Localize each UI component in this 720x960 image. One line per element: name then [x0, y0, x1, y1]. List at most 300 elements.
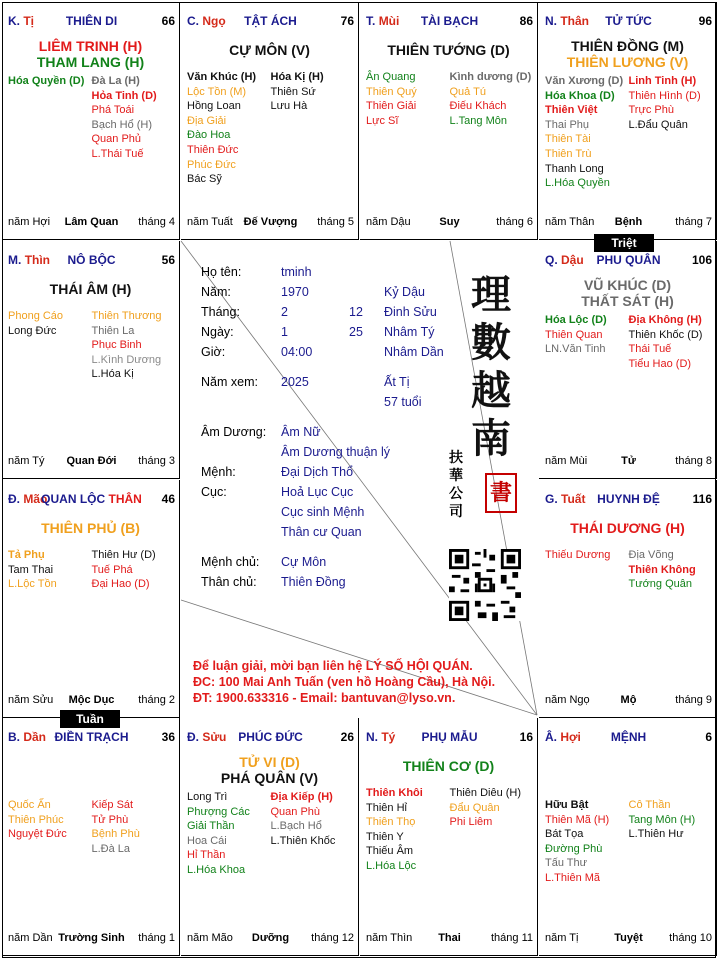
palace-chi: Mão — [23, 492, 48, 506]
palace-cell-mui[interactable] — [360, 2, 538, 240]
palace-chi: Mùi — [378, 14, 400, 28]
minor-stars — [8, 548, 175, 678]
palace-year: năm Thìn — [366, 932, 413, 944]
minor-stars — [8, 74, 175, 204]
main-stars — [181, 42, 358, 58]
qr-code — [449, 549, 521, 621]
palace-month: tháng 3 — [138, 455, 175, 467]
minor-stars-left — [8, 548, 92, 592]
palace-name-text: NÔ BỘC — [67, 253, 116, 267]
palace-age-number: 66 — [161, 14, 175, 28]
center-info-panel — [181, 241, 535, 715]
month-canchi: Đinh Sửu — [384, 305, 437, 319]
minor-star: Quả Tú — [449, 85, 486, 98]
logo-char: 南 — [471, 415, 511, 462]
main-star: THIÊN LƯƠNG (V) — [566, 54, 689, 70]
palace-name-text: TÀI BẠCH — [420, 14, 479, 28]
palace-name — [545, 14, 712, 28]
palace-can: Đ. — [187, 730, 199, 744]
main-star: PHÁ QUÂN (V) — [220, 770, 319, 786]
minor-star: Thiên Thọ — [366, 816, 416, 829]
main-star: TỬ VI (D) — [239, 754, 300, 770]
palace-name-text: PHỤ MẪU — [421, 730, 478, 744]
minor-star: Địa Kiếp (H) — [270, 791, 333, 803]
than-chu-value: Thiên Đồng — [281, 575, 346, 589]
minor-star: Đại Hao (D) — [91, 578, 150, 591]
minor-star: L.Hóa Lộc — [366, 859, 417, 872]
logo-char: 理 — [471, 271, 511, 318]
palace-name — [8, 492, 175, 506]
palace-cell-hoi[interactable] — [539, 718, 717, 956]
minor-star: Thiếu Dương — [545, 549, 611, 561]
palace-name-text: TẬT ÁCH — [244, 14, 297, 28]
minor-star: Thiên Mã (H) — [545, 813, 610, 826]
main-stars — [2, 281, 179, 297]
main-stars — [539, 38, 716, 70]
day-canchi: Nhâm Tý — [384, 325, 435, 339]
day-label: Ngày: — [201, 325, 234, 339]
menh-chu-label: Mệnh chủ: — [201, 555, 260, 569]
minor-star: Quan Phù — [270, 805, 321, 818]
year-label: Năm: — [201, 285, 231, 299]
palace-month: tháng 8 — [675, 455, 712, 467]
palace-month: tháng 6 — [496, 216, 533, 228]
palace-chi: Tị — [23, 14, 35, 28]
palace-year: năm Tị — [545, 932, 579, 944]
palace-stage: Thai — [438, 932, 461, 944]
minor-star: Thái Tuế — [628, 343, 672, 356]
main-stars — [539, 277, 716, 309]
main-star: THIÊN ĐỒNG (M) — [571, 38, 684, 54]
palace-age-number: 116 — [692, 492, 712, 506]
main-star: THIÊN CƠ (D) — [402, 758, 495, 774]
month-lunar: 2 — [281, 305, 288, 319]
minor-star: Tam Thai — [8, 563, 54, 576]
minor-stars-right — [629, 74, 713, 132]
palace-footer — [8, 216, 175, 229]
main-star: CỰ MÔN (V) — [229, 42, 310, 58]
minor-star: Cô Thần — [628, 799, 671, 811]
main-star: VŨ KHÚC (D) — [583, 277, 672, 293]
palace-stage: Dưỡng — [251, 932, 290, 944]
minor-star: Bát Tọa — [545, 828, 584, 841]
palace-name-text: ĐIỀN TRẠCH — [54, 730, 129, 744]
minor-star: Thiên Phúc — [8, 813, 64, 826]
palace-month: tháng 4 — [138, 216, 175, 228]
minor-stars-right — [629, 548, 713, 592]
palace-name — [8, 14, 175, 28]
palace-chi: Dậu — [561, 253, 584, 267]
palace-name — [366, 14, 533, 28]
palace-header — [366, 730, 533, 744]
main-stars — [181, 754, 358, 786]
palace-footer — [545, 455, 712, 468]
minor-star: LN.Văn Tinh — [545, 343, 606, 356]
palace-cell-ty2[interactable] — [360, 718, 538, 956]
year-value: 1970 — [281, 285, 309, 299]
minor-star: Đường Phù — [545, 842, 603, 855]
minor-stars-left — [187, 70, 271, 187]
minor-star: Hóa Quyền (D) — [8, 75, 85, 87]
view-year-canchi: Ất Tị — [384, 375, 410, 389]
minor-star: Long Trì — [187, 791, 228, 803]
minor-star: Hóa Lộc (D) — [545, 314, 607, 326]
am-duong-row — [201, 425, 501, 441]
palace-age-number: 6 — [705, 730, 712, 744]
minor-stars-right — [92, 309, 176, 382]
palace-cell-tuat[interactable] — [539, 480, 717, 718]
palace-can: Q. — [545, 253, 558, 267]
minor-star: Thiên Không — [628, 563, 696, 576]
palace-can: C. — [187, 14, 199, 28]
minor-star: Thiên Y — [366, 830, 404, 843]
palace-header — [545, 253, 712, 267]
minor-stars-left — [545, 74, 629, 191]
palace-month: tháng 2 — [138, 694, 175, 706]
main-star: THAM LANG (H) — [36, 54, 145, 70]
palace-can: Đ. — [8, 492, 20, 506]
minor-star: Ân Quang — [366, 71, 416, 83]
palace-cell-suu[interactable] — [181, 718, 359, 956]
minor-stars-left — [8, 798, 92, 842]
main-star: LIÊM TRINH (H) — [38, 38, 143, 54]
palace-chi: Tý — [381, 730, 396, 744]
minor-stars — [8, 309, 175, 439]
palace-header — [366, 14, 533, 28]
main-star: THÁI ÂM (H) — [49, 281, 132, 297]
palace-cell-thin[interactable] — [2, 241, 180, 479]
month-row — [201, 305, 501, 321]
minor-star: Tướng Quân — [628, 578, 692, 591]
minor-star: Nguyệt Đức — [8, 828, 67, 841]
palace-can: N. — [366, 730, 378, 744]
palace-stage: Tuyệt — [614, 932, 643, 944]
minor-star: Tả Phụ — [8, 549, 45, 561]
than-cu-row — [201, 525, 501, 541]
minor-stars-left — [545, 548, 629, 563]
minor-star: Thiên Sứ — [270, 85, 316, 98]
palace-name-text: MỆNH — [610, 730, 647, 744]
palace-header — [545, 492, 712, 506]
minor-star: L.Hóa Quyền — [545, 177, 610, 190]
palace-chi: Tuất — [561, 492, 586, 506]
logo-calligraphy — [471, 271, 521, 463]
minor-star: Hỏa Tinh (D) — [91, 89, 157, 102]
minor-star: Thiên Hỉ — [366, 801, 407, 814]
minor-stars-left — [8, 74, 92, 89]
palace-can: G. — [545, 492, 558, 506]
minor-star: Thiên Hư (D) — [91, 549, 156, 561]
hour-label: Giờ: — [201, 345, 226, 359]
hour-canchi: Nhâm Dần — [384, 345, 444, 359]
palace-header — [8, 730, 175, 744]
main-stars — [2, 38, 179, 70]
palace-cell-than[interactable] — [539, 2, 717, 240]
minor-star: Địa Võng — [628, 549, 674, 561]
main-stars — [360, 758, 537, 774]
palace-chi: Hợi — [560, 730, 581, 744]
minor-stars-left — [187, 790, 271, 878]
year-canchi: Kỷ Dậu — [384, 285, 425, 299]
palace-header — [187, 14, 354, 28]
minor-star: Phượng Các — [187, 805, 250, 818]
menh-value: Đại Dịch Thổ — [281, 465, 354, 479]
palace-chi: Sửu — [202, 730, 227, 744]
palace-name-text: PHU QUÂN — [596, 253, 661, 267]
minor-stars-right — [92, 798, 176, 856]
minor-star: L.Hóa Khoa — [187, 863, 246, 876]
palace-month: tháng 5 — [317, 216, 354, 228]
minor-star: Địa Không (H) — [628, 314, 702, 326]
palace-age-number: 76 — [340, 14, 354, 28]
palace-age-number: 26 — [340, 730, 354, 744]
palace-can: Â. — [545, 730, 557, 744]
view-year-label: Năm xem: — [201, 375, 258, 389]
minor-stars-right — [92, 548, 176, 592]
than-cu-value: Thân cư Quan — [281, 525, 362, 539]
palace-header — [8, 14, 175, 28]
minor-stars-left — [545, 798, 629, 886]
minor-stars — [8, 798, 175, 928]
palace-header — [545, 730, 712, 744]
view-year-value: 2025 — [281, 375, 309, 389]
minor-star: Địa Giải — [187, 114, 227, 127]
palace-age-number: 106 — [691, 253, 712, 267]
palace-name-text: PHÚC ĐỨC — [238, 730, 303, 744]
logo-small-char: 公 — [449, 486, 463, 502]
minor-star: Văn Xương (D) — [545, 75, 624, 87]
palace-age-number: 96 — [698, 14, 712, 28]
minor-star: Thiên Trù — [545, 147, 592, 160]
minor-star: L.Tang Môn — [449, 114, 507, 127]
palace-name — [8, 730, 175, 744]
palace-footer — [366, 932, 533, 945]
palace-year: năm Mão — [187, 932, 233, 944]
minor-star: L.Bạch Hổ — [270, 820, 322, 833]
minor-stars-left — [366, 70, 450, 128]
minor-stars-left — [545, 313, 629, 357]
cuc-label: Cục: — [201, 485, 227, 499]
palace-year: năm Dần — [8, 932, 53, 944]
minor-star: Thiên Quý — [366, 85, 417, 98]
day-solar: 25 — [349, 325, 363, 339]
minor-star: Thiên Khốc (D) — [628, 328, 703, 341]
minor-star: Đào Hoa — [187, 129, 231, 142]
menh-chu-value: Cự Môn — [281, 555, 327, 569]
minor-star: Hóa Khoa (D) — [545, 89, 615, 102]
minor-star: Bạch Hổ (H) — [91, 118, 153, 131]
palace-name — [545, 492, 712, 506]
palace-header — [187, 730, 354, 744]
minor-stars — [366, 786, 533, 916]
minor-star: Thiên Thương — [91, 310, 162, 322]
palace-year: năm Dậu — [366, 216, 411, 228]
minor-star: L.Thiên Mã — [545, 871, 601, 884]
palace-year: năm Hợi — [8, 216, 51, 228]
minor-stars — [545, 313, 712, 443]
minor-star: Thiên Tài — [545, 133, 591, 146]
minor-star: Thiên Quan — [545, 328, 603, 341]
minor-stars-right — [629, 798, 713, 842]
minor-star: Lộc Tồn (M) — [187, 85, 247, 98]
minor-star: Thiên La — [91, 324, 135, 337]
palace-name-text: HUYNH ĐỆ — [597, 492, 660, 506]
palace-footer — [187, 932, 354, 945]
palace-name — [187, 14, 354, 28]
logo-small-char: 華 — [449, 468, 463, 484]
minor-star: Linh Tinh (H) — [628, 75, 697, 87]
palace-footer — [366, 216, 533, 229]
minor-star: Phá Toái — [91, 104, 135, 117]
minor-star: Thiên Đức — [187, 143, 239, 156]
contact-line-1: Để luận giải, mời bạn liên hệ LÝ SỐ HỘI QUÁN. — [193, 659, 473, 673]
palace-cell-ngo[interactable] — [181, 2, 359, 240]
palace-month: tháng 10 — [669, 932, 712, 944]
minor-star: Quốc Ấn — [8, 799, 51, 811]
palace-year: năm Ngọ — [545, 694, 590, 706]
minor-star: L.Thái Tuế — [91, 147, 144, 160]
day-row — [201, 325, 501, 341]
palace-stage: Quan Đới — [66, 455, 117, 467]
palace-footer — [545, 694, 712, 707]
logo-char: 數 — [471, 319, 511, 366]
palace-name — [187, 730, 354, 744]
minor-stars-left — [8, 309, 92, 338]
palace-stage: Đế Vượng — [243, 216, 298, 228]
palace-year: năm Mùi — [545, 455, 588, 467]
day-lunar: 1 — [281, 325, 288, 339]
palace-age-number: 36 — [161, 730, 175, 744]
minor-stars-right — [629, 313, 713, 371]
palace-month: tháng 1 — [138, 932, 175, 944]
minor-star: Thiên Khôi — [366, 787, 423, 799]
main-star: THÁI DƯƠNG (H) — [570, 520, 685, 536]
minor-star: Đẩu Quân — [449, 801, 500, 814]
palace-chi: Dần — [23, 730, 47, 744]
palace-year: năm Tuất — [187, 216, 233, 228]
minor-stars-right — [92, 74, 176, 162]
palace-can: N. — [545, 14, 557, 28]
minor-star: Thiên Diêu (H) — [449, 787, 522, 799]
palace-year: năm Thân — [545, 216, 595, 228]
name-label: Họ tên: — [201, 265, 242, 279]
view-year-row — [201, 375, 501, 391]
name-value: tminh — [281, 265, 312, 279]
logo-small-char: 扶 — [449, 450, 463, 466]
minor-star: Thiên Việt — [545, 104, 598, 117]
minor-star: Tiểu Hao (D) — [628, 357, 692, 370]
minor-star: L.Thiên Hư — [628, 828, 684, 841]
minor-star: L.Hóa Kị — [91, 368, 134, 381]
minor-star: Thiên Hình (D) — [628, 89, 701, 102]
name-row — [201, 265, 501, 281]
palace-footer — [187, 216, 354, 229]
minor-star: Tử Phù — [91, 813, 129, 826]
palace-can: B. — [8, 730, 20, 744]
palace-name — [545, 730, 712, 744]
palace-name — [545, 253, 712, 267]
hour-row — [201, 345, 501, 361]
palace-cell-dan[interactable] — [2, 718, 180, 956]
palace-name-text: TỬ TỨC — [605, 14, 652, 28]
palace-cell-dau[interactable] — [539, 241, 717, 479]
main-stars — [360, 42, 537, 58]
palace-year: năm Sửu — [8, 694, 54, 706]
minor-stars-right — [271, 70, 355, 114]
minor-star: Hóa Kị (H) — [270, 71, 324, 83]
palace-can: K. — [8, 14, 20, 28]
minor-stars-right — [450, 70, 534, 128]
palace-chi: Thân — [560, 14, 590, 28]
palace-cell-ty[interactable] — [2, 2, 180, 240]
minor-star: Lực Sĩ — [366, 114, 399, 127]
minor-star: Phúc Đức — [187, 158, 236, 171]
minor-star: Thai Phụ — [545, 118, 590, 131]
palace-month: tháng 9 — [675, 694, 712, 706]
year-row — [201, 285, 501, 301]
am-duong-label: Âm Dương: — [201, 425, 267, 439]
red-seal-stamp: 書 — [485, 473, 517, 513]
palace-footer — [545, 932, 712, 945]
main-star: THẤT SÁT (H) — [581, 293, 674, 309]
main-stars — [539, 520, 716, 536]
minor-star: Tang Môn (H) — [628, 813, 696, 826]
palace-cell-mao[interactable] — [2, 480, 180, 718]
cuc-note: Cục sinh Mệnh — [281, 505, 365, 519]
palace-name-text: THIÊN DI — [65, 14, 118, 28]
palace-stage: Tử — [621, 455, 636, 467]
palace-name-text: QUAN LỘC — [41, 492, 106, 506]
minor-stars — [545, 548, 712, 678]
contact-line-3: ĐT: 1900.633316 - Email: bantuvan@lyso.vn. — [193, 691, 456, 705]
palace-can: M. — [8, 253, 22, 267]
am-duong-value: Âm Nữ — [281, 425, 321, 439]
minor-star: Thiên Giải — [366, 100, 417, 113]
minor-star: Hoa Cái — [187, 834, 227, 847]
minor-star: Phi Liêm — [449, 816, 493, 829]
minor-star: L.Kình Dương — [91, 353, 162, 366]
age-row — [201, 395, 501, 411]
minor-star: Quan Phủ — [91, 133, 142, 146]
minor-star: Giải Thần — [187, 820, 235, 833]
minor-star: Trực Phù — [628, 104, 674, 117]
palace-stage: Suy — [439, 216, 460, 228]
minor-star: Lưu Hà — [270, 100, 308, 113]
palace-stage: Mộ — [620, 694, 637, 706]
minor-star: Thanh Long — [545, 162, 604, 175]
palace-stage: Mộc Dục — [68, 694, 115, 706]
month-solar: 12 — [349, 305, 363, 319]
minor-stars — [545, 74, 712, 204]
minor-stars-left — [366, 786, 450, 874]
palace-stage: Trường Sinh — [58, 932, 125, 944]
palace-age-number: 16 — [519, 730, 533, 744]
minor-star: Điếu Khách — [449, 100, 507, 113]
palace-month: tháng 7 — [675, 216, 712, 228]
minor-star: L.Lộc Tồn — [8, 578, 57, 591]
month-label: Tháng: — [201, 305, 240, 319]
minor-star: Hữu Bật — [545, 799, 589, 811]
logo-small-char: 司 — [449, 504, 463, 520]
palace-chi: Ngọ — [202, 14, 226, 28]
minor-star: Đà La (H) — [91, 75, 140, 87]
palace-month: tháng 11 — [490, 932, 533, 944]
minor-star: Bệnh Phù — [91, 828, 140, 841]
palace-header — [8, 492, 175, 506]
contact-line-2: ĐC: 100 Mai Anh Tuấn (ven hồ Hoàng Cầu), Hà Nội. — [193, 675, 496, 689]
than-chu-label: Thân chủ: — [201, 575, 257, 589]
palace-stage: Lâm Quan — [64, 216, 119, 228]
